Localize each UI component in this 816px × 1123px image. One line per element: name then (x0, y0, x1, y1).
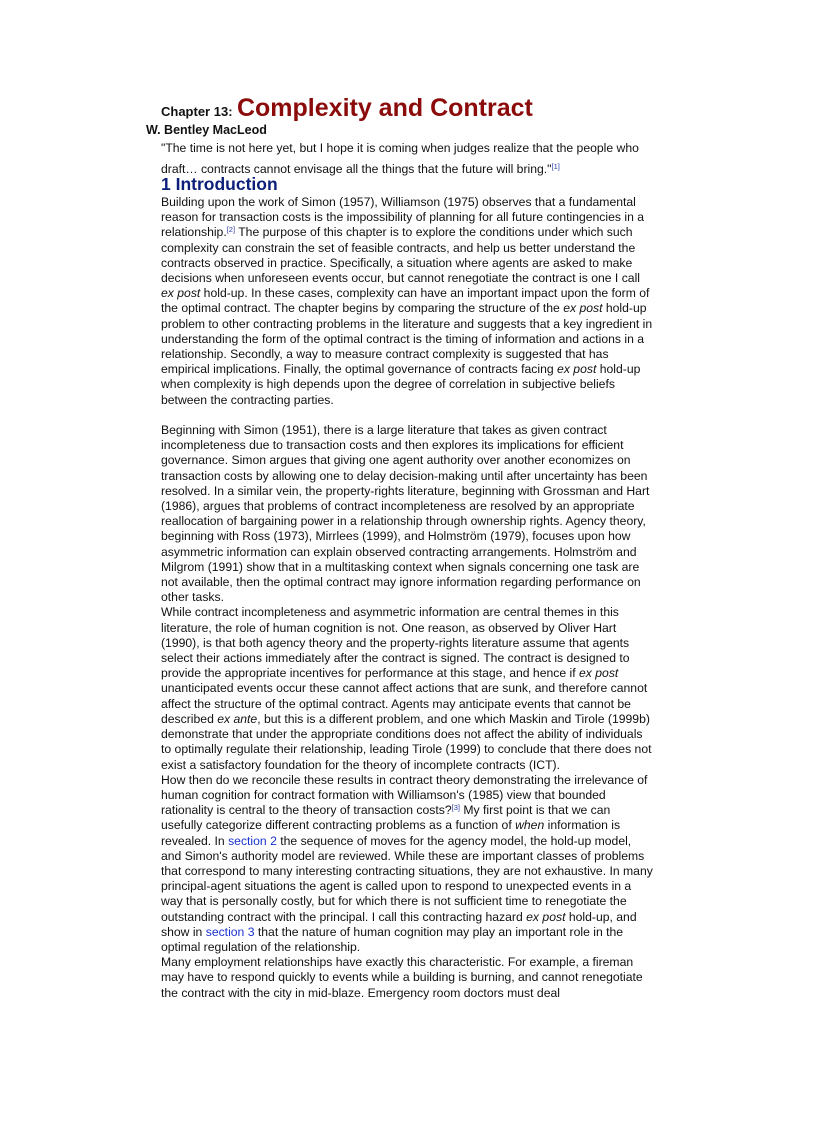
paragraph-3 (161, 605, 653, 772)
paragraph-1-text: hold-up. In these cases, complexity can have an important impact upon the form of the optimal contract. The chapter begins by comparing the structure of the (161, 286, 650, 316)
paragraph-4-text: My first point is that we can usefully categorize different contracting problems as a function of (161, 803, 611, 833)
chapter-title: Complexity and Contract (236, 94, 533, 122)
footnote-ref-2[interactable]: [2] (226, 225, 236, 235)
paragraph-1-text: The purpose of this chapter is to explore the conditions under which such complexity can constrain the set of feasible contracts, and help us better understand the contracts observed in practice. Specifically, a situation where agents are asked to make decisions when unforeseen events occur, but cannot renegotiate the contract is one I call (161, 225, 640, 286)
body-text (161, 195, 653, 1001)
paragraph-5: Many employment relationships have exactly this characteristic. For example, a fireman may have to respond quickly to events while a building is burning, and cannot renegotiate the contract with the city in mid-blaze. Emergency room doctors must deal (161, 955, 643, 1000)
paragraph-3-text: While contract incompleteness and asymmetric information are central themes in this literature, the role of human cognition is not. One reason, as observed by Oliver Hart (1990), is that both agency theory and the property-rights literature assume that agents select their actions immediately after the contract is signed. The contract is designed to provide the appropriate incentives for performance at this stage, and hence if (161, 605, 630, 681)
paragraph-1-text: hold-up when complexity is high depends upon the degree of correlation in subjective beliefs between the contracting parties. (161, 362, 641, 407)
italic-term: ex post (557, 362, 597, 377)
paragraph-4-text: information is revealed. In (161, 818, 621, 848)
chapter-title-line (161, 94, 533, 123)
paragraph-4 (161, 773, 653, 955)
author-name: W. Bentley MacLeod (146, 123, 267, 137)
paragraph-4-text: that the nature of human cognition may play an important role in the optimal regulation of the relationship. (161, 924, 624, 954)
epigraph-text: "The time is not here yet, but I hope it is coming when judges realize that the people who draft… contracts cannot envisage all the things that the future will bring." (161, 141, 639, 176)
footnote-ref-1[interactable]: [1] (551, 162, 560, 171)
paragraph-2: Beginning with Simon (1951), there is a large literature that takes as given contract incompleteness due to transaction costs and then explores its implications for efficient governance. Simon argues that giving one agent authority over another economizes on transaction costs by allowing one to delay decision-making until after uncertainty has been resolved. In a similar vein, the property-rights literature, beginning with Grossman and Hart (1986), argues that problems of contract incompleteness are resolved by an appropriate reallocation of bargaining power in a relationship through ownership rights. Agency theory, beginning with Ross (1973), Mirrlees (1999), and Holmström (1979), focuses upon how asymmetric information can explain observed contracting arrangements. Holmström and Milgrom (1991) show that in a multitasking context when signals concerning one task are not available, then the optimal contract may ignore information regarding performance on other tasks. (161, 423, 650, 605)
italic-term: ex post (563, 301, 603, 316)
paragraph-3-text: , but this is a different problem, and one which Maskin and Tirole (1999b) demonstrate that under the appropriate conditions does not affect the ability of individuals to optimally regulate their relationship, leading Tirole (1999) to conclude that there does not exist a satisfactory foundation for the theory of incomplete contracts (ICT). (161, 711, 652, 772)
paragraph-4-text: the sequence of moves for the agency model, the hold-up model, and Simon's authority model are reviewed. While these are important classes of problems that correspond to many interesting contracting situations, they are not exhaustive. In many principal-agent situations the agent is called upon to respond to unexpected events in a way that is personally costly, but for which there is not sufficient time to renegotiate the outstanding contract with the principal. I call this contracting hazard (161, 833, 653, 924)
italic-term: ex post (526, 909, 566, 924)
footnote-ref-3[interactable]: [3] (451, 803, 460, 813)
paragraph-1-text: hold-up problem to other contracting problems in the literature and suggests that a key ingredient in understanding the form of the optimal contract is the timing of information and actions in a relationship. Secondly, a way to measure contract complexity is suggested that has empirical implications. Finally, the optimal governance of contracts facing (161, 301, 653, 377)
paragraph-4-text: hold-up, and show in (161, 909, 637, 939)
italic-term: when (515, 818, 545, 833)
paragraph-3-text: unanticipated events occur these cannot affect actions that are sunk, and therefore cannot affect the structure of the optimal contract. Agents may anticipate events that cannot be described (161, 681, 648, 726)
section-3-link[interactable]: section 3 (205, 924, 255, 939)
paragraph-1-text: Building upon the work of Simon (1957), Williamson (1975) observes that a fundamental reason for transaction costs is the impossibility of planning for all future contingencies in a relationship. (161, 195, 645, 240)
italic-term: ex ante (217, 711, 258, 726)
italic-term: ex post (579, 666, 619, 681)
section-2-link[interactable]: section 2 (228, 833, 277, 848)
chapter-label: Chapter 13: (161, 104, 233, 119)
section-heading: 1 Introduction (161, 174, 278, 194)
paragraph-4-text: How then do we reconcile these results in contract theory demonstrating the irrelevance of human cognition for contract formation with Williamson's (1985) view that bounded rationality is central to the theory of transaction costs? (161, 772, 648, 818)
paragraph-1 (161, 195, 653, 408)
italic-term: ex post (161, 286, 201, 301)
